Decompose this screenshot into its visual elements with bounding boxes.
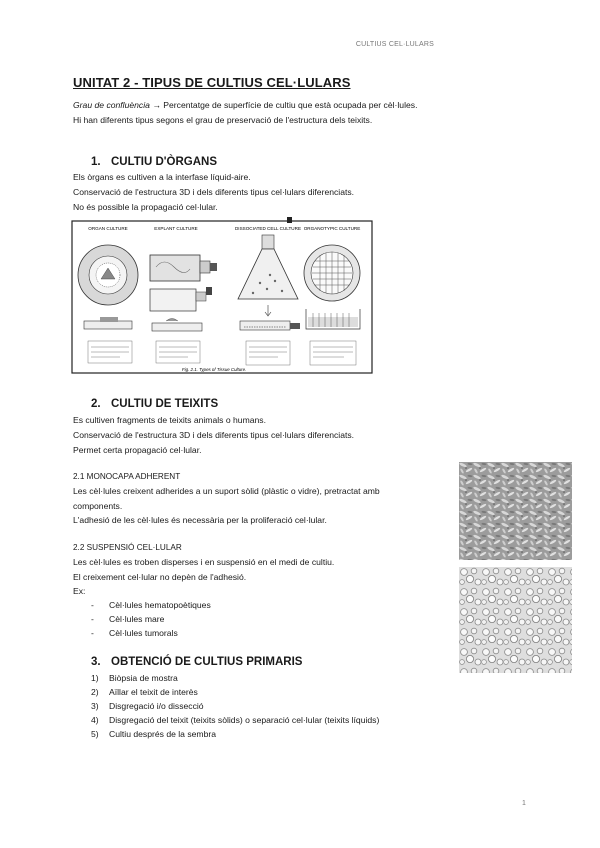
step-number: 1) (91, 673, 99, 683)
figure-label-organotypic: ORGANOTYPIC CULTURE (303, 226, 361, 231)
figure-label-dissociated: DISSOCIATED CELL CULTURE (234, 226, 302, 231)
step-text: Disgregació i/o dissecció (109, 701, 204, 711)
bullet-item: - Cèl·lules hematopoètiques (91, 600, 211, 610)
bullet-text: Cèl·lules hematopoètiques (109, 600, 211, 610)
page-title: UNITAT 2 - TIPUS DE CULTIUS CEL·LULARS (73, 75, 351, 90)
figure-caption: Fig. 2.1. Types of Tissue Culture. (182, 367, 247, 372)
s1-line: Conservació de l'estructura 3D i dels diferents tipus cel·lulars diferenciats. (73, 187, 355, 197)
page-number: 1 (522, 800, 526, 807)
step-text: Cultiu després de la sembra (109, 729, 216, 739)
s22-line: El creixement cel·lular no depèn de l'adhesió. (73, 572, 247, 582)
step-number: 5) (91, 729, 99, 739)
section-1-number: 1. (91, 156, 101, 168)
bullet-text: Cèl·lules tumorals (109, 628, 178, 638)
section-2-title: CULTIU DE TEIXITS (111, 398, 219, 410)
step-item (91, 687, 198, 697)
running-header: CULTIUS CEL·LULARS (355, 41, 434, 48)
s2-line: Permet certa propagació cel·lular. (73, 445, 202, 455)
step-number: 2) (91, 687, 99, 697)
s2-line: Es cultiven fragments de teixits animals o humans. (73, 415, 266, 425)
step-item (91, 729, 216, 739)
step-text: Disgregació del teixit (teixits sòlids) o separació cel·lular (teixits líquids) (109, 715, 380, 725)
section-3-number: 3. (91, 656, 101, 668)
cell-suspension-photo (459, 567, 572, 673)
step-item (91, 715, 379, 725)
step-item (91, 701, 204, 711)
adherent-monolayer-photo (459, 462, 572, 560)
section-3-heading (91, 656, 302, 668)
step-number: 3) (91, 701, 99, 711)
intro-definition: Percentatge de superfície de cultiu que està ocupada per cèl·lules. (163, 100, 418, 110)
subsection-2-2-heading: 2.2 SUSPENSIÓ CEL·LULAR (73, 543, 182, 552)
s2-line: Conservació de l'estructura 3D i dels diferents tipus cel·lulars diferenciats. (73, 430, 355, 440)
intro-line-2: Hi han diferents tipus segons el grau de preservació de l'estructura dels teixits. (73, 115, 373, 125)
intro-term: Grau de confluència (73, 100, 150, 110)
bullet-item: - Cèl·lules mare (91, 614, 165, 624)
tissue-culture-figure (70, 217, 374, 377)
section-2-number: 2. (91, 398, 101, 410)
section-3-title: OBTENCIÓ DE CULTIUS PRIMARIS (111, 656, 303, 668)
step-item (91, 673, 178, 683)
s1-line: No és possible la propagació cel·lular. (73, 202, 218, 212)
subsection-2-1-heading: 2.1 MONOCAPA ADHERENT (73, 472, 181, 481)
s21-line: L'adhesió de les cèl·lules és necessària per la proliferació cel·lular. (73, 515, 327, 525)
bullet-text: Cèl·lules mare (109, 614, 165, 624)
step-text: Aïllar el teixit de interès (109, 687, 198, 697)
bullet-item: - Cèl·lules tumorals (91, 628, 178, 638)
s21-line: Les cèl·lules creixent adherides a un suport sòlid (plàstic o vidre), pretractat amb (73, 486, 380, 496)
figure-label-explant: EXPLANT CULTURE (154, 226, 198, 231)
intro-arrow: → (152, 100, 161, 110)
s1-line: Els òrgans es cultiven a la interfase líquid-aire. (73, 172, 251, 182)
step-number: 4) (91, 715, 99, 725)
s21-line: components. (73, 501, 123, 511)
s22-line: Ex: (73, 586, 86, 596)
figure-label-organ: ORGAN CULTURE (88, 226, 128, 231)
section-2-heading (91, 398, 218, 410)
section-1-title: CULTIU D'ÒRGANS (111, 156, 218, 168)
section-1-heading (91, 156, 217, 168)
intro-line-1 (73, 100, 417, 111)
step-text: Biòpsia de mostra (109, 673, 178, 683)
s22-line: Les cèl·lules es troben disperses i en suspensió en el medi de cultiu. (73, 557, 335, 567)
